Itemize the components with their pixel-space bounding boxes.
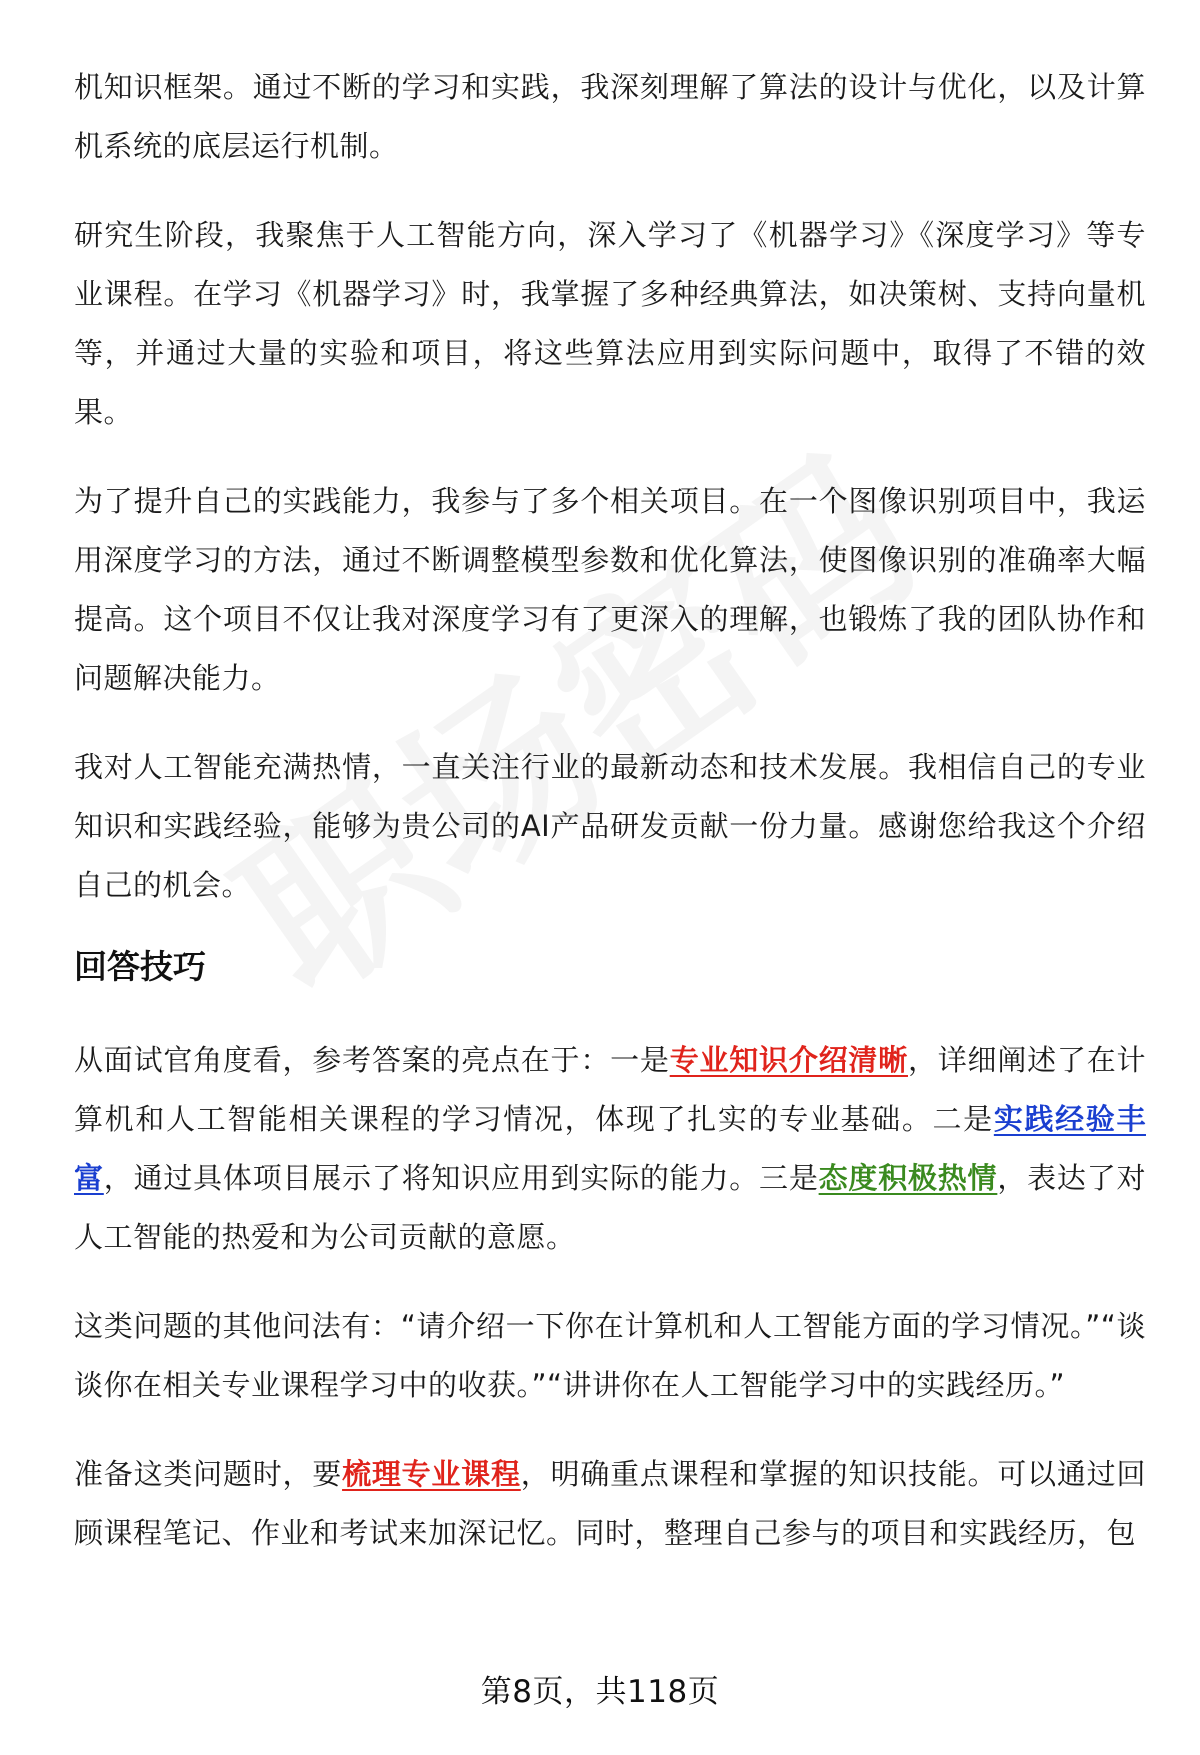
section-heading: 回答技巧	[74, 947, 206, 986]
paragraph-alternative-questions: 这类问题的其他问法有：“请介绍一下你在计算机和人工智能方面的学习情况。”“谈谈你在相关专业课程学习中的收获。”“讲讲你在人工智能学习中的实践经历。”	[74, 1309, 1146, 1402]
highlight-professional-knowledge: 专业知识介绍清晰	[669, 1043, 908, 1077]
text-span: ，表达了对人工智能的热爱和为公司贡献的意愿。	[74, 1161, 1146, 1254]
paragraph-practice-project: 为了提升自己的实践能力，我参与了多个相关项目。在一个图像识别项目中，我运用深度学习的方法，通过不断调整模型参数和优化算法，使图像识别的准确率大幅提高。这个项目不仅让我对深度学习有了更深入的理解，也锻炼了我的团队协作和问题解决能力。	[74, 484, 1146, 695]
paragraph-passion: 我对人工智能充满热情，一直关注行业的最新动态和技术发展。我相信自己的专业知识和实践经验，能够为贵公司的AI产品研发贡献一份力量。感谢您给我这个介绍自己的机会。	[74, 750, 1146, 902]
text-span: 准备这类问题时，要	[74, 1457, 343, 1491]
paragraph-highlights	[74, 1031, 1146, 1267]
document-body	[74, 58, 1146, 1593]
text-span: ，明确重点课程和掌握的知识技能。可以通过回顾课程笔记、作业和考试来加深记忆。同时，整理自己参与的项目和实践经历，包	[74, 1457, 1146, 1550]
paragraph-graduate-study: 研究生阶段，我聚焦于人工智能方向，深入学习了《机器学习》《深度学习》等专业课程。在学习《机器学习》时，我掌握了多种经典算法，如决策树、支持向量机等，并通过大量的实验和项目，将这些算法应用到实际问题中，取得了不错的效果。	[74, 218, 1146, 429]
paragraph-cs-knowledge: 机知识框架。通过不断的学习和实践，我深刻理解了算法的设计与优化，以及计算机系统的底层运行机制。	[74, 70, 1146, 163]
text-span: 从面试官角度看，参考答案的亮点在于：一是	[74, 1043, 670, 1077]
highlight-practical-experience: 实践经验丰富	[74, 1102, 1146, 1195]
text-span: ，详细阐述了在计算机和人工智能相关课程的学习情况，体现了扎实的专业基础。二是	[74, 1043, 1146, 1136]
page-number: 第8页，共118页	[480, 1674, 720, 1710]
highlight-positive-attitude: 态度积极热情	[818, 1161, 998, 1195]
paragraph-preparation	[74, 1445, 1146, 1563]
text-span: ，通过具体项目展示了将知识应用到实际的能力。三是	[103, 1161, 819, 1195]
highlight-sort-courses: 梳理专业课程	[342, 1457, 521, 1491]
